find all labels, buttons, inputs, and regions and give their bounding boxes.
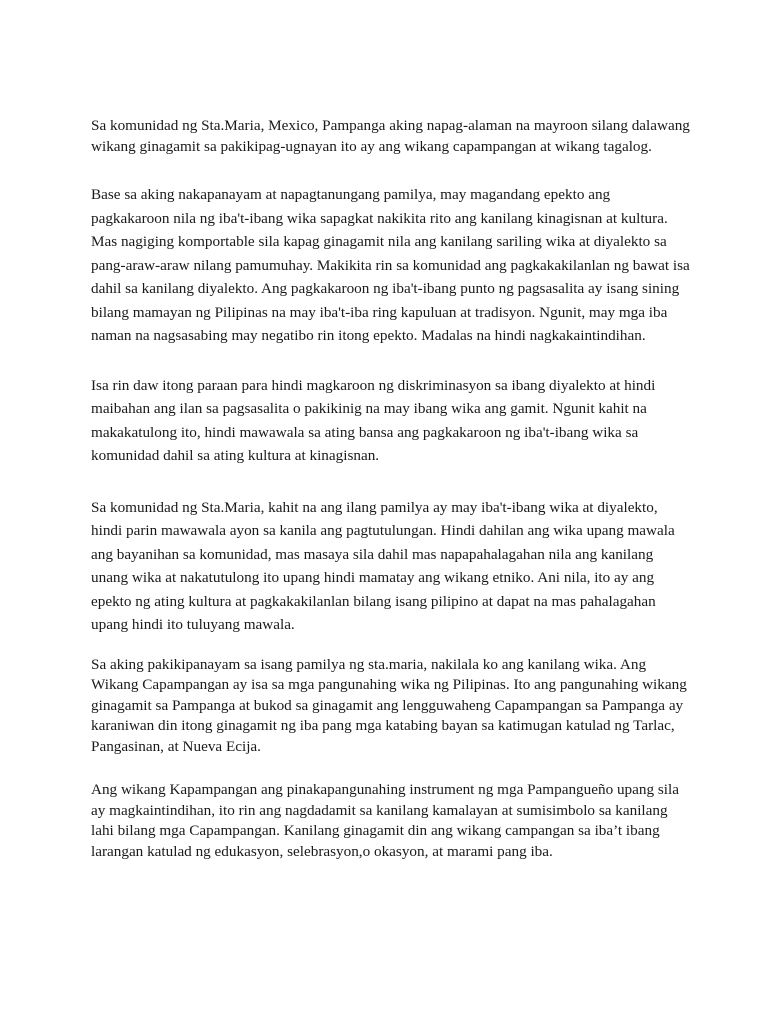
document-page: [91, 116, 691, 862]
paragraph-2: Base sa aking nakapanayam at napagtanungang pamilya, may magandang epekto ang pagkakaroon nila ng iba't-ibang wika sapagkat nakikita rito ang kanilang kinagisnan at kultura. Mas nagiging komportable sila kapag ginagamit nila ang kanilang sariling wika at diyalekto sa pang-araw-araw nilang pamumuhay. Makikita rin sa komunidad ang pagkakakilanlan ng bawat isa dahil sa kanilang diyalekto. Ang pagkakaroon ng iba't-ibang punto ng pagsasalita ay isang sining bilang mamayan ng Pilipinas na may iba't-iba ring kapuluan at tradisyon. Ngunit, may mga iba naman na nagsasabing may negatibo rin itong epekto. Madalas na hindi nagkakaintindihan.: [91, 186, 690, 344]
paragraph-3: Isa rin daw itong paraan para hindi magkaroon ng diskriminasyon sa ibang diyalekto at hindi maibahan ang ilan sa pagsasalita o pakikinig na may ibang wika ang gamit. Ngunit kahit na makakatulong ito, hindi mawawala sa ating bansa ang pagkakaroon ng iba't-ibang wika sa komunidad dahil sa ating kultura at kinagisnan.: [91, 376, 656, 464]
paragraph-1: Sa komunidad ng Sta.Maria, Mexico, Pampanga aking napag-alaman na mayroon silang dalawang wikang ginagamit sa pakikipag-ugnayan ito ay ang wikang capampangan at wikang tagalog.: [91, 117, 690, 155]
paragraph-4: Sa komunidad ng Sta.Maria, kahit na ang ilang pamilya ay may iba't-ibang wika at diyalekto, hindi parin mawawala ayon sa kanila ang pagtutulungan. Hindi dahilan ang wika upang mawala ang bayanihan sa komunidad, mas masaya sila dahil mas napapahalagahan nila ang kanilang unang wika at nakatutulong ito upang hindi mamatay ang wikang etniko. Ani nila, ito ay ang epekto ng ating kultura at pagkakakilanlan bilang isang pilipino at dapat na mas pahalagahan upang hindi ito tuluyang mawala.: [91, 498, 675, 633]
paragraph-5: Sa aking pakikipanayam sa isang pamilya ng sta.maria, nakilala ko ang kanilang wika. Ang Wikang Capampangan ay isa sa mga pangunahing wika ng Pilipinas. Ito ang pangunahing wikang ginagamit sa Pampanga at bukod sa ginagamit ang lengguwaheng Capampangan sa Pampanga ay karaniwan din itong ginagamit ng iba pang mga katabing bayan sa katimugan katulad ng Tarlac, Pangasinan, at Nueva Ecija.: [91, 655, 687, 755]
paragraph-6: Ang wikang Kapampangan ang pinakapangunahing instrument ng mga Pampangueño upang sila ay magkaintindihan, ito rin ang nagdadamit sa kanilang kamalayan at sumisimbolo sa kanilang lahi bilang mga Capampangan. Kanilang ginagamit din ang wikang campangan sa iba’t ibang larangan katulad ng edukasyon, selebrasyon,o okasyon, at marami pang iba.: [91, 781, 679, 860]
